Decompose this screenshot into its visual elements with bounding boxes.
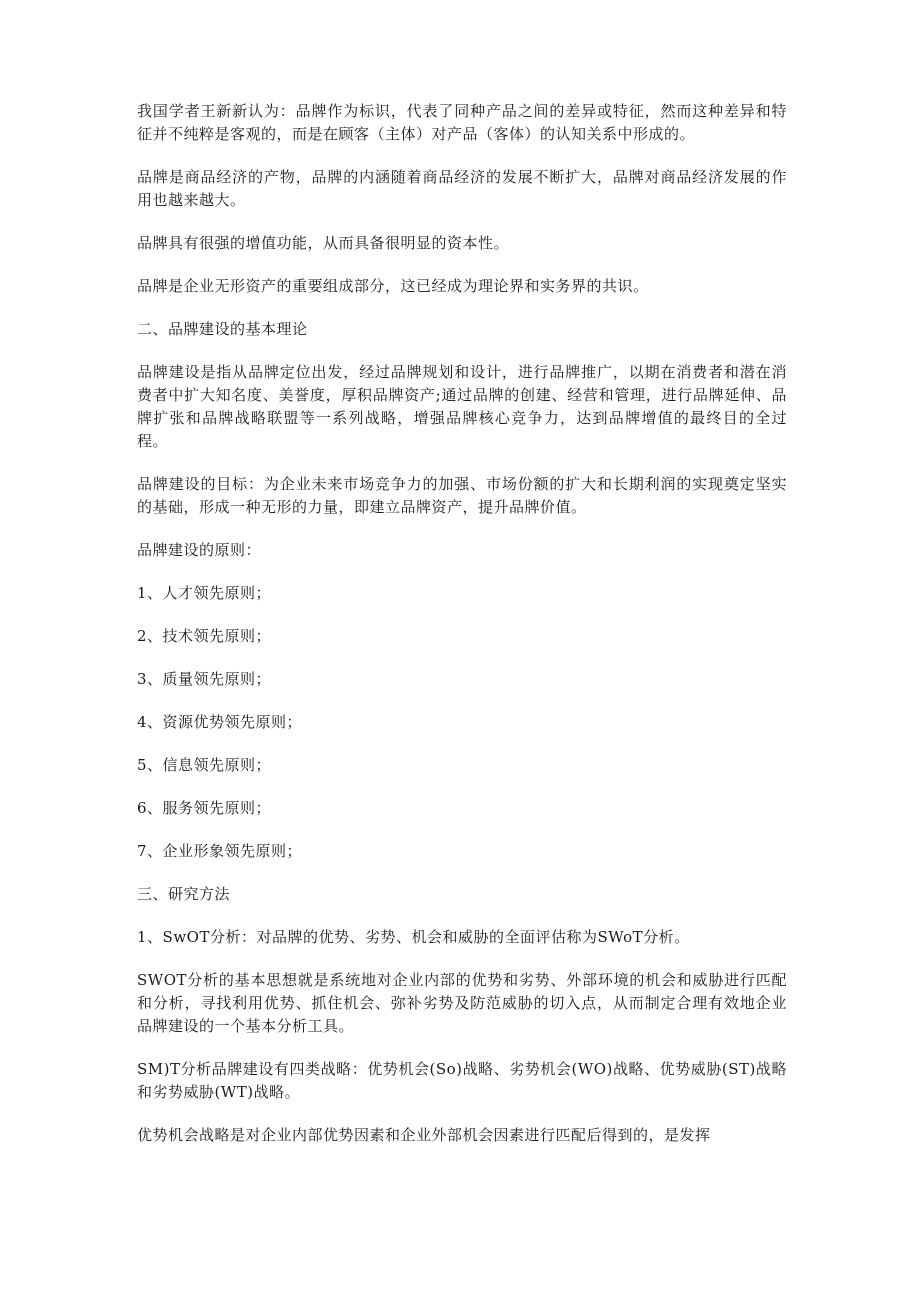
list-item: 7、企业形象领先原则；	[137, 842, 303, 860]
paragraph: 1、SwOT分析：对品牌的优势、劣势、机会和威胁的全面评估称为SWoT分析。	[137, 928, 690, 946]
paragraph: 品牌是企业无形资产的重要组成部分，这已经成为理论界和实务界的共识。	[137, 277, 649, 295]
list-item: 1、人才领先原则；	[137, 584, 272, 602]
paragraph: 品牌建设的目标：为企业未来市场竞争力的加强、市场份额的扩大和长期利润的实现奠定坚实的基础，形成一种无形的力量，即建立品牌资产，提升品牌价值。	[137, 475, 787, 516]
paragraph: 品牌具有很强的增值功能，从而具备很明显的资本性。	[137, 234, 510, 252]
list-item: 2、技术领先原则；	[137, 627, 272, 645]
list-item: 5、信息领先原则；	[137, 756, 272, 774]
paragraph: 我国学者王新新认为：品牌作为标识，代表了同种产品之间的差异或特征，然而这种差异和特征并不纯粹是客观的，而是在顾客（主体）对产品（客体）的认知关系中形成的。	[137, 102, 787, 143]
paragraph: SM)T分析品牌建设有四类战略：优势机会(So)战略、劣势机会(WO)战略、优势威胁(ST)战略和劣势威胁(WT)战略。	[137, 1060, 787, 1101]
paragraph: 优势机会战略是对企业内部优势因素和企业外部机会因素进行匹配后得到的，是发挥	[137, 1126, 711, 1144]
paragraph: 品牌建设的原则：	[137, 541, 262, 559]
paragraph: 品牌建设是指从品牌定位出发，经过品牌规划和设计，进行品牌推广，以期在消费者和潜在消费者中扩大知名度、美誉度，厚积品牌资产;通过品牌的创建、经营和管理，进行品牌延伸、品牌扩张和品牌战略联盟等一系列战略，增强品牌核心竞争力，达到品牌增值的最终目的全过程。	[137, 363, 787, 450]
section-heading: 三、研究方法	[137, 885, 231, 903]
list-item: 3、质量领先原则；	[137, 670, 272, 688]
list-item: 6、服务领先原则；	[137, 799, 272, 817]
list-item: 4、资源优势领先原则；	[137, 713, 303, 731]
paragraph: SWOT分析的基本思想就是系统地对企业内部的优势和劣势、外部环境的机会和威胁进行匹配和分析，寻找利用优势、抓住机会、弥补劣势及防范威胁的切入点，从而制定合理有效地企业品牌建设的一个基本分析工具。	[137, 971, 787, 1035]
paragraph: 品牌是商品经济的产物，品牌的内涵随着商品经济的发展不断扩大，品牌对商品经济发展的作用也越来越大。	[137, 168, 787, 209]
section-heading: 二、品牌建设的基本理论	[137, 320, 308, 338]
document-page	[137, 100, 787, 1167]
